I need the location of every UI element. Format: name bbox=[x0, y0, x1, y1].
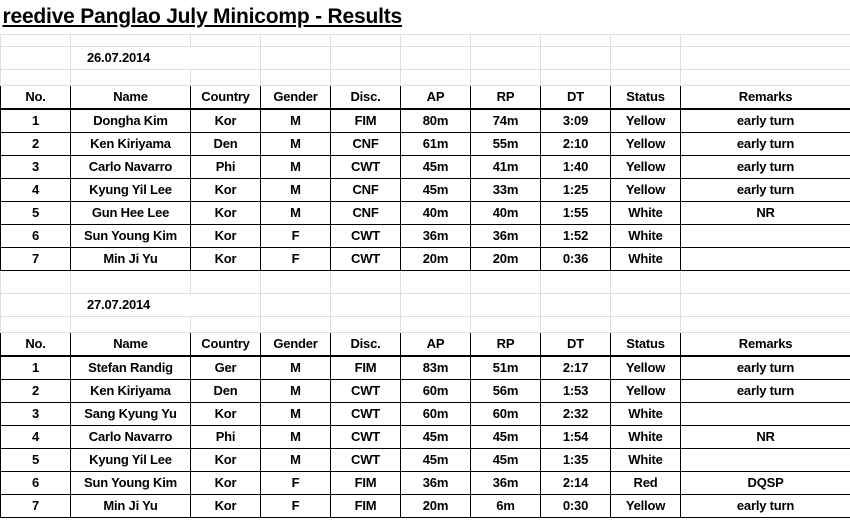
table-cell[interactable]: Phi bbox=[191, 426, 261, 449]
column-header[interactable]: Remarks bbox=[681, 86, 850, 110]
table-cell[interactable]: 1 bbox=[1, 109, 71, 133]
table-cell[interactable]: CWT bbox=[331, 403, 401, 426]
table-cell[interactable]: Yellow bbox=[611, 495, 681, 518]
empty-cell[interactable] bbox=[191, 70, 261, 86]
empty-cell[interactable] bbox=[471, 47, 541, 70]
table-cell[interactable]: early turn bbox=[681, 380, 850, 403]
table-row bbox=[1, 248, 850, 271]
table-cell[interactable]: Kyung Yil Lee bbox=[71, 179, 191, 202]
table-cell[interactable]: Kor bbox=[191, 179, 261, 202]
table-cell[interactable]: M bbox=[261, 380, 331, 403]
table-cell[interactable]: Ger bbox=[191, 356, 261, 380]
table-cell[interactable] bbox=[681, 248, 850, 271]
table-cell[interactable]: early turn bbox=[681, 495, 850, 518]
table-cell[interactable]: 5 bbox=[1, 449, 71, 472]
empty-cell[interactable] bbox=[541, 70, 611, 86]
column-header[interactable]: No. bbox=[1, 86, 71, 110]
table-cell[interactable]: White bbox=[611, 225, 681, 248]
empty-cell[interactable] bbox=[611, 70, 681, 86]
empty-cell[interactable] bbox=[71, 317, 191, 333]
table-cell[interactable]: Min Ji Yu bbox=[71, 248, 191, 271]
table-cell[interactable]: M bbox=[261, 133, 331, 156]
column-header[interactable]: RP bbox=[471, 86, 541, 110]
table-cell[interactable]: 80m bbox=[401, 109, 471, 133]
table-cell[interactable]: 2 bbox=[1, 380, 71, 403]
column-header[interactable]: DT bbox=[541, 333, 611, 357]
table-cell[interactable]: CNF bbox=[331, 179, 401, 202]
table-cell[interactable]: F bbox=[261, 472, 331, 495]
empty-cell[interactable] bbox=[541, 271, 611, 294]
empty-cell[interactable] bbox=[331, 317, 401, 333]
table-cell[interactable]: 33m bbox=[471, 179, 541, 202]
column-header[interactable]: Status bbox=[611, 333, 681, 357]
empty-cell[interactable] bbox=[401, 294, 471, 317]
table-cell[interactable]: F bbox=[261, 248, 331, 271]
table-cell[interactable]: early turn bbox=[681, 109, 850, 133]
table-cell[interactable]: 36m bbox=[471, 472, 541, 495]
table-cell[interactable]: Den bbox=[191, 380, 261, 403]
table-cell[interactable]: Ken Kiriyama bbox=[71, 380, 191, 403]
table-cell[interactable]: CWT bbox=[331, 449, 401, 472]
table-cell[interactable]: F bbox=[261, 225, 331, 248]
table-cell[interactable]: 60m bbox=[401, 380, 471, 403]
empty-cell[interactable] bbox=[1, 271, 71, 294]
table-cell[interactable]: Stefan Randig bbox=[71, 356, 191, 380]
table-cell[interactable]: 4 bbox=[1, 426, 71, 449]
table-cell[interactable]: M bbox=[261, 202, 331, 225]
table-row bbox=[1, 225, 850, 248]
empty-cell[interactable] bbox=[401, 317, 471, 333]
table-cell[interactable]: 7 bbox=[1, 495, 71, 518]
table-row bbox=[1, 380, 850, 403]
table-cell[interactable]: Yellow bbox=[611, 156, 681, 179]
column-header[interactable]: Name bbox=[71, 333, 191, 357]
table-cell[interactable]: 45m bbox=[471, 426, 541, 449]
table-row bbox=[1, 472, 850, 495]
table-cell[interactable]: 36m bbox=[401, 472, 471, 495]
table-cell[interactable]: Kor bbox=[191, 472, 261, 495]
empty-cell[interactable] bbox=[541, 47, 611, 70]
table-cell[interactable]: 6m bbox=[471, 495, 541, 518]
table-cell[interactable]: CWT bbox=[331, 225, 401, 248]
table-cell[interactable]: 1:52 bbox=[541, 225, 611, 248]
table-cell[interactable]: F bbox=[261, 495, 331, 518]
table-cell[interactable]: 5 bbox=[1, 202, 71, 225]
table-cell[interactable]: Kor bbox=[191, 202, 261, 225]
empty-cell[interactable] bbox=[261, 294, 331, 317]
table-cell[interactable]: 61m bbox=[401, 133, 471, 156]
table-cell[interactable]: 40m bbox=[471, 202, 541, 225]
table-cell[interactable]: 3:09 bbox=[541, 109, 611, 133]
empty-cell[interactable] bbox=[681, 47, 850, 70]
empty-cell[interactable] bbox=[261, 317, 331, 333]
empty-cell[interactable] bbox=[1, 294, 71, 317]
empty-cell[interactable] bbox=[681, 70, 850, 86]
table-cell[interactable]: CWT bbox=[331, 156, 401, 179]
table-row bbox=[1, 179, 850, 202]
table-cell[interactable]: 45m bbox=[401, 156, 471, 179]
empty-cell[interactable] bbox=[611, 47, 681, 70]
column-header[interactable]: RP bbox=[471, 333, 541, 357]
table-cell[interactable]: 6 bbox=[1, 225, 71, 248]
table-cell[interactable]: 60m bbox=[401, 403, 471, 426]
column-header[interactable]: Gender bbox=[261, 86, 331, 110]
table-cell[interactable]: 51m bbox=[471, 356, 541, 380]
table-cell[interactable]: 56m bbox=[471, 380, 541, 403]
table-cell[interactable]: 60m bbox=[471, 403, 541, 426]
table-cell[interactable]: 3 bbox=[1, 403, 71, 426]
table-cell[interactable]: Kyung Yil Lee bbox=[71, 449, 191, 472]
table-cell[interactable]: CWT bbox=[331, 426, 401, 449]
empty-cell[interactable] bbox=[1, 317, 71, 333]
table-cell[interactable]: 20m bbox=[471, 248, 541, 271]
column-header[interactable]: Country bbox=[191, 333, 261, 357]
table-cell[interactable]: Min Ji Yu bbox=[71, 495, 191, 518]
table-cell[interactable]: M bbox=[261, 156, 331, 179]
table-cell[interactable]: CWT bbox=[331, 248, 401, 271]
table-row bbox=[1, 449, 850, 472]
table-cell[interactable]: White bbox=[611, 426, 681, 449]
table-cell[interactable]: White bbox=[611, 403, 681, 426]
empty-cell[interactable] bbox=[261, 271, 331, 294]
table-cell[interactable]: early turn bbox=[681, 156, 850, 179]
table-cell[interactable]: 0:36 bbox=[541, 248, 611, 271]
table-cell[interactable]: Sang Kyung Yu bbox=[71, 403, 191, 426]
table-row bbox=[1, 356, 850, 380]
table-cell[interactable]: M bbox=[261, 449, 331, 472]
table-row bbox=[1, 133, 850, 156]
section-date[interactable]: 27.07.2014 bbox=[71, 294, 261, 317]
table-row bbox=[1, 426, 850, 449]
empty-cell[interactable] bbox=[191, 271, 261, 294]
table-cell[interactable]: FIM bbox=[331, 356, 401, 380]
table-cell[interactable]: 0:30 bbox=[541, 495, 611, 518]
empty-cell[interactable] bbox=[681, 294, 850, 317]
table-cell[interactable] bbox=[681, 225, 850, 248]
table-cell[interactable]: 1:40 bbox=[541, 156, 611, 179]
table-row bbox=[1, 156, 850, 179]
table-row bbox=[1, 109, 850, 133]
table-cell[interactable]: Red bbox=[611, 472, 681, 495]
table-cell[interactable]: 41m bbox=[471, 156, 541, 179]
table-cell[interactable]: 2 bbox=[1, 133, 71, 156]
page-title: reedive Panglao July Minicomp - Results bbox=[2, 5, 402, 28]
table-cell[interactable]: NR bbox=[681, 202, 850, 225]
empty-cell[interactable] bbox=[541, 317, 611, 333]
table-cell[interactable]: 45m bbox=[401, 426, 471, 449]
table-cell[interactable]: 40m bbox=[401, 202, 471, 225]
table-cell[interactable]: NR bbox=[681, 426, 850, 449]
column-header[interactable]: AP bbox=[401, 333, 471, 357]
table-cell[interactable]: 45m bbox=[401, 449, 471, 472]
column-header[interactable]: Country bbox=[191, 86, 261, 110]
table-row bbox=[1, 202, 850, 225]
column-header[interactable]: DT bbox=[541, 86, 611, 110]
table-cell[interactable]: M bbox=[261, 109, 331, 133]
table-cell[interactable]: CWT bbox=[331, 380, 401, 403]
table-cell[interactable] bbox=[681, 403, 850, 426]
empty-cell[interactable] bbox=[261, 70, 331, 86]
table-cell[interactable]: Kor bbox=[191, 225, 261, 248]
empty-cell[interactable] bbox=[331, 294, 401, 317]
table-cell[interactable]: 20m bbox=[401, 495, 471, 518]
table-cell[interactable]: 2:32 bbox=[541, 403, 611, 426]
empty-cell[interactable] bbox=[261, 47, 331, 70]
table-cell[interactable]: Yellow bbox=[611, 380, 681, 403]
empty-cell[interactable] bbox=[71, 70, 191, 86]
empty-cell[interactable] bbox=[541, 294, 611, 317]
empty-cell[interactable] bbox=[611, 294, 681, 317]
empty-cell[interactable] bbox=[611, 317, 681, 333]
table-cell[interactable]: 1:35 bbox=[541, 449, 611, 472]
table-cell[interactable]: 4 bbox=[1, 179, 71, 202]
table-row bbox=[1, 495, 850, 518]
table-cell[interactable]: Kor bbox=[191, 403, 261, 426]
table-cell[interactable]: Kor bbox=[191, 109, 261, 133]
table-cell[interactable]: 1:25 bbox=[541, 179, 611, 202]
table-cell[interactable]: FIM bbox=[331, 495, 401, 518]
column-header[interactable]: Disc. bbox=[331, 86, 401, 110]
table-cell[interactable]: M bbox=[261, 179, 331, 202]
table-cell[interactable]: 45m bbox=[471, 449, 541, 472]
table-cell[interactable]: early turn bbox=[681, 356, 850, 380]
empty-cell[interactable] bbox=[1, 47, 71, 70]
table-cell[interactable]: M bbox=[261, 426, 331, 449]
table-cell[interactable]: FIM bbox=[331, 472, 401, 495]
section-date[interactable]: 26.07.2014 bbox=[71, 47, 261, 70]
table-cell[interactable]: 36m bbox=[401, 225, 471, 248]
empty-cell[interactable] bbox=[611, 271, 681, 294]
table-cell[interactable]: 6 bbox=[1, 472, 71, 495]
table-cell[interactable]: Yellow bbox=[611, 109, 681, 133]
table-cell[interactable]: 2:17 bbox=[541, 356, 611, 380]
empty-cell[interactable] bbox=[1, 70, 71, 86]
table-cell[interactable]: 1 bbox=[1, 356, 71, 380]
table-cell[interactable]: Yellow bbox=[611, 179, 681, 202]
table-cell[interactable]: Dongha Kim bbox=[71, 109, 191, 133]
empty-cell[interactable] bbox=[331, 47, 401, 70]
table-cell[interactable]: M bbox=[261, 403, 331, 426]
table-cell[interactable]: Carlo Navarro bbox=[71, 156, 191, 179]
table-cell[interactable]: CNF bbox=[331, 202, 401, 225]
table-cell[interactable]: Kor bbox=[191, 449, 261, 472]
empty-cell[interactable] bbox=[401, 271, 471, 294]
table-cell[interactable]: CNF bbox=[331, 133, 401, 156]
table-cell[interactable]: 83m bbox=[401, 356, 471, 380]
table-cell[interactable]: Kor bbox=[191, 495, 261, 518]
empty-cell[interactable] bbox=[471, 271, 541, 294]
empty-cell[interactable] bbox=[681, 271, 850, 294]
table-cell[interactable]: DQSP bbox=[681, 472, 850, 495]
empty-cell[interactable] bbox=[401, 47, 471, 70]
empty-cell[interactable] bbox=[401, 70, 471, 86]
empty-cell[interactable] bbox=[471, 294, 541, 317]
column-header[interactable]: AP bbox=[401, 86, 471, 110]
table-cell[interactable]: early turn bbox=[681, 179, 850, 202]
table-cell[interactable]: Sun Young Kim bbox=[71, 472, 191, 495]
empty-cell[interactable] bbox=[331, 271, 401, 294]
table-cell[interactable]: Kor bbox=[191, 248, 261, 271]
table-cell[interactable] bbox=[681, 449, 850, 472]
table-cell[interactable]: 1:55 bbox=[541, 202, 611, 225]
table-cell[interactable]: 55m bbox=[471, 133, 541, 156]
table-cell[interactable]: 74m bbox=[471, 109, 541, 133]
empty-cell[interactable] bbox=[681, 317, 850, 333]
column-header[interactable]: Remarks bbox=[681, 333, 850, 357]
table-cell[interactable]: 36m bbox=[471, 225, 541, 248]
column-header[interactable]: Name bbox=[71, 86, 191, 110]
table-cell[interactable]: FIM bbox=[331, 109, 401, 133]
column-header[interactable]: Disc. bbox=[331, 333, 401, 357]
table-cell[interactable]: 2:14 bbox=[541, 472, 611, 495]
table-cell[interactable]: Gun Hee Lee bbox=[71, 202, 191, 225]
table-cell[interactable]: Carlo Navarro bbox=[71, 426, 191, 449]
table-cell[interactable]: 3 bbox=[1, 156, 71, 179]
table-cell[interactable]: 20m bbox=[401, 248, 471, 271]
column-header[interactable]: Gender bbox=[261, 333, 331, 357]
table-cell[interactable]: Ken Kiriyama bbox=[71, 133, 191, 156]
table-cell[interactable]: White bbox=[611, 202, 681, 225]
empty-cell[interactable] bbox=[71, 271, 191, 294]
empty-cell[interactable] bbox=[471, 317, 541, 333]
empty-cell[interactable] bbox=[471, 70, 541, 86]
table-cell[interactable]: 45m bbox=[401, 179, 471, 202]
table-cell[interactable]: 1:54 bbox=[541, 426, 611, 449]
table-cell[interactable]: Yellow bbox=[611, 356, 681, 380]
table-cell[interactable]: 1:53 bbox=[541, 380, 611, 403]
table-cell[interactable]: 7 bbox=[1, 248, 71, 271]
table-cell[interactable]: Den bbox=[191, 133, 261, 156]
table-row bbox=[1, 403, 850, 426]
empty-cell[interactable] bbox=[191, 317, 261, 333]
table-cell[interactable]: Yellow bbox=[611, 133, 681, 156]
table-cell[interactable]: M bbox=[261, 356, 331, 380]
column-header[interactable]: No. bbox=[1, 333, 71, 357]
empty-cell[interactable] bbox=[331, 70, 401, 86]
table-cell[interactable]: 2:10 bbox=[541, 133, 611, 156]
table-cell[interactable]: White bbox=[611, 248, 681, 271]
table-cell[interactable]: White bbox=[611, 449, 681, 472]
table-cell[interactable]: early turn bbox=[681, 133, 850, 156]
table-cell[interactable]: Sun Young Kim bbox=[71, 225, 191, 248]
table-cell[interactable]: Phi bbox=[191, 156, 261, 179]
column-header[interactable]: Status bbox=[611, 86, 681, 110]
